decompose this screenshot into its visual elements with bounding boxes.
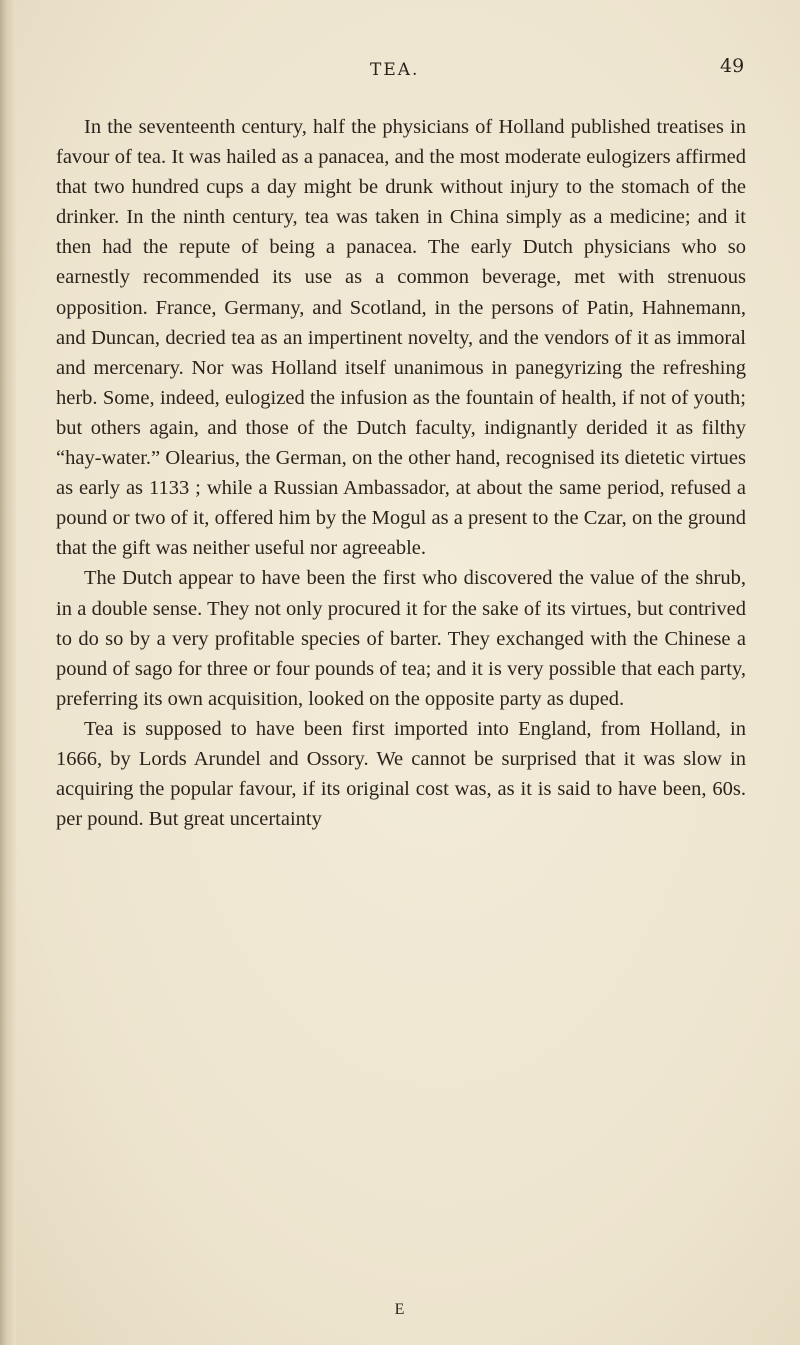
signature-mark: E [394, 1301, 406, 1318]
body-text [56, 112, 746, 834]
running-title: TEA. [370, 60, 420, 80]
page-number: 49 [720, 55, 745, 77]
paragraph-2: The Dutch appear to have been the first who discovered the value of the shrub, in a double sense. They not only procured it for the sake of its virtues, but contrived to do so by a very profitable species of barter. They exchanged with the Chinese a pound of sago for three or four pounds of tea; and it is very possible that each party, preferring its own acquisition, looked on the opposite party as duped. [56, 567, 746, 710]
paragraph-1: In the seventeenth century, half the physicians of Holland published treatises in favour of tea. It was hailed as a panacea, and the most moderate eulogizers affirmed that two hundred cups a day might be drunk without injury to the stomach of the drinker. In the ninth century, tea was taken in China simply as a medicine; and it then had the repute of being a panacea. The early Dutch physicians who so earnestly recommended its use as a common beverage, met with strenuous opposition. France, Germany, and Scotland, in the persons of Patin, Hahnemann, and Duncan, decried tea as an impertinent novelty, and the vendors of it as immoral and mercenary. Nor was Holland itself unanimous in panegyrizing the refreshing herb. Some, indeed, eulogized the infusion as the fountain of health, if not of youth; but others again, and those of the Dutch faculty, indignantly derided it as filthy “hay-water.” Olearius, the German, on the other hand, recognised its dietetic virtues as early as 1133 ; while a Russian Ambassador, at about the same period, refused a pound or two of it, offered him by the Mogul as a present to the Czar, on the ground that the gift was neither useful nor agreeable. [56, 116, 746, 560]
paragraph-3: Tea is supposed to have been first imported into England, from Holland, in 1666, by Lords Arundel and Ossory. We cannot be surprised that it was slow in acquiring the popular favour, if its original cost was, as it is said to have been, 60s. per pound. But great uncertainty [56, 717, 746, 831]
running-head [0, 55, 800, 90]
binding-edge [0, 0, 16, 1345]
